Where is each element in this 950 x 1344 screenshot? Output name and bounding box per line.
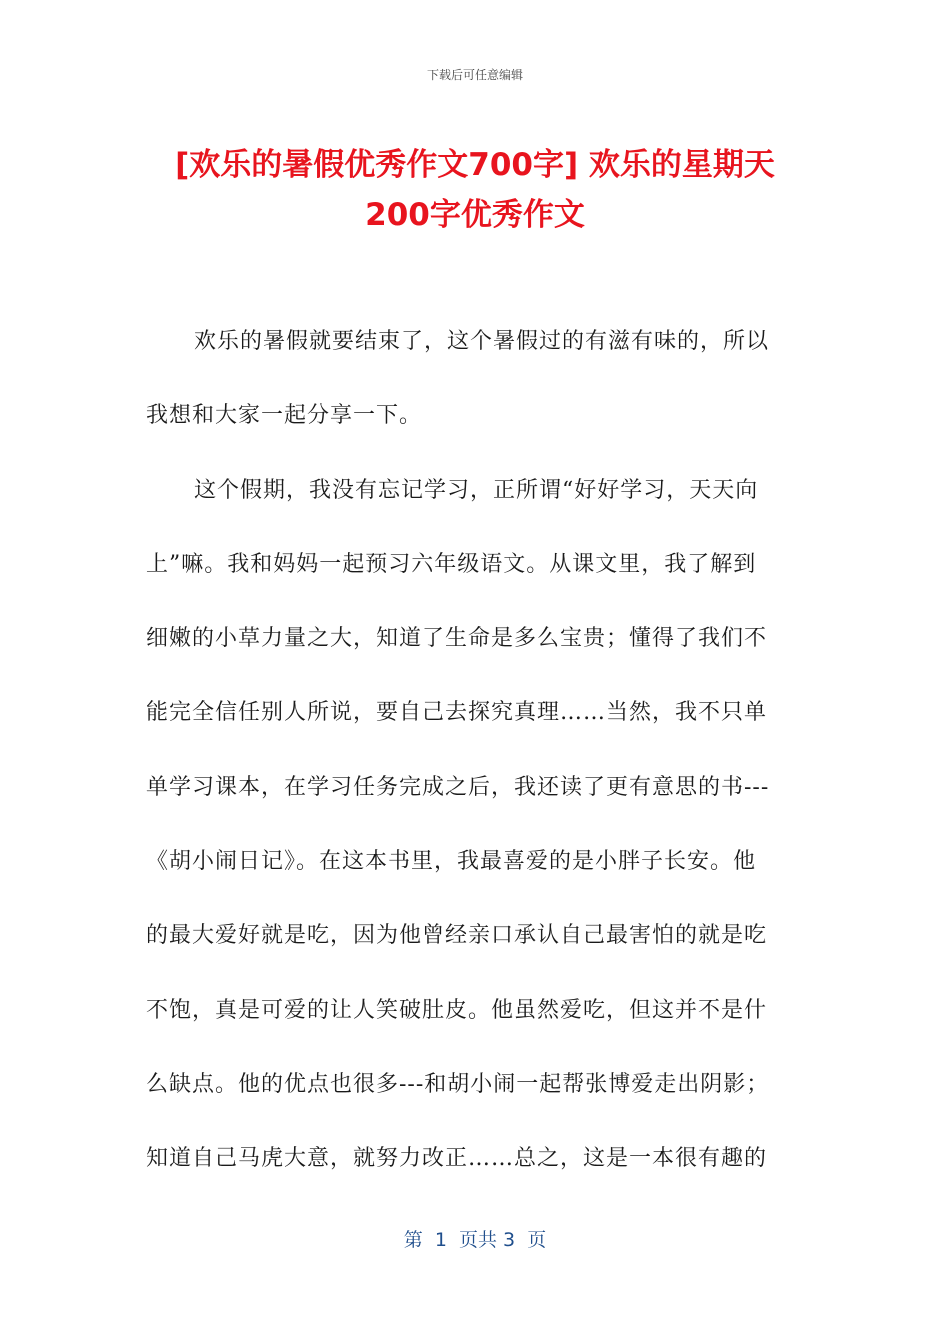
title-line-2: 200字优秀作文 — [365, 197, 585, 233]
paragraph-line: 知道自己马虎大意，就努力改正……总之，这是一本很有趣的 — [146, 1146, 768, 1172]
paragraph-line: 的最大爱好就是吃，因为他曾经亲口承认自己最害怕的就是吃 — [146, 923, 768, 949]
paragraph-line: 我想和大家一起分享一下。 — [146, 403, 423, 429]
paragraph-line: 欢乐的暑假就要结束了，这个暑假过的有滋有味的，所以 — [194, 329, 770, 354]
title-line-1: [欢乐的暑假优秀作文700字] 欢乐的星期天 — [175, 147, 775, 183]
paragraph-line: 能完全信任别人所说，要自己去探究真理……当然，我不只单 — [146, 700, 768, 726]
paragraph-line: 么缺点。他的优点也很多---和胡小闹一起帮张博爱走出阴影； — [146, 1071, 770, 1097]
paragraph-line: 细嫩的小草力量之大，知道了生命是多么宝贵；懂得了我们不 — [146, 626, 768, 652]
paragraph-line: 《胡小闹日记》。在这本书里，我最喜爱的是小胖子长安。他 — [146, 849, 757, 875]
paragraph-line: 上”嘛。我和妈妈一起预习六年级语文。从课文里，我了解到 — [146, 551, 757, 577]
paragraph-line: 单学习课本，在学习任务完成之后，我还读了更有意思的书--- — [146, 774, 770, 800]
document-title — [100, 140, 850, 240]
header-note: 下载后可任意编辑 — [426, 68, 523, 82]
page-footer: 第 1 页共 3 页 — [403, 1229, 547, 1251]
body-text — [146, 320, 806, 1212]
paragraph-line: 这个假期，我没有忘记学习，正所谓“好好学习，天天向 — [194, 477, 759, 503]
paragraph-line: 不饱，真是可爱的让人笑破肚皮。他虽然爱吃，但这并不是什 — [146, 997, 768, 1023]
